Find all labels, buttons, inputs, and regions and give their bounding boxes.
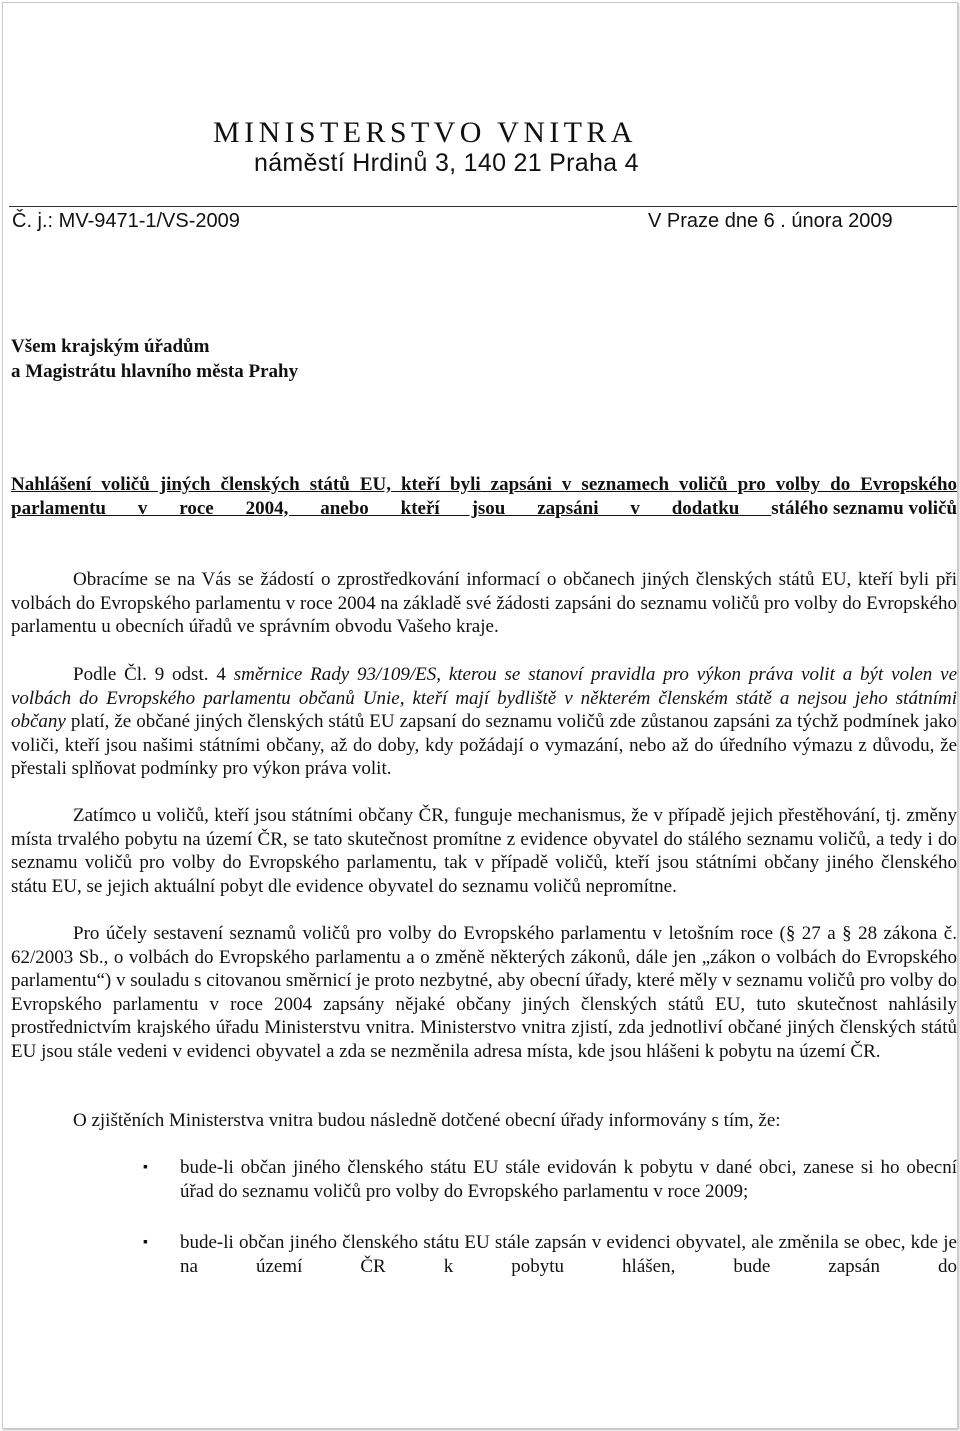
bullet-item-2: bude-li občan jiného členského státu EU stále zapsán v evidenci obyvatel, ale změnila se obec, kde je na území ČR k pobytu hlášen, bude zapsán do [180, 1232, 957, 1277]
reference-number: Č. j.: MV-9471-1/VS-2009 [12, 210, 240, 232]
paragraph-1: Obracíme se na Vás se žádostí o zprostředkování informací o občanech jiných členských států EU, kteří byli při volbách do Evropského parlamentu v roce 2004 na základě své žádosti zapsáni do seznamu voličů pro volby do Evropského parlamentu u obecních úřadů ve správním obvodu Vašeho kraje. [11, 569, 957, 638]
paragraph-5: O zjištěních Ministerstva vnitra budou následně dotčené obecní úřady informovány s tím, že: [73, 1110, 781, 1131]
directive-citation: směrnice Rady 93/109/ES, kterou se stanoví pravidla pro výkon práva volit a být volen ve volbách do Evropského parlamentu občanů Unie, kteří mají bydliště v některém členském státě a nejsou jeho státními občany [11, 664, 958, 733]
paragraph-2-rest: platí, že občané jiných členských států EU zapsaní do seznamu voličů zde zůstanou zapsáni za týchž podmínek jako voliči, kteří jsou našimi státními občany, až do doby, kdy požádají o vymazání, nebo až do úředního výmazu z důvodu, že přestali splňovat podmínky pro výkon práva volit. [11, 711, 957, 780]
header-divider [9, 206, 957, 207]
subject-line-1: Nahlášení voličů jiných členských států EU, kteří byli zapsáni v seznamech voličů pro [11, 474, 766, 495]
paragraph-2 [11, 663, 957, 781]
addressee-line-2: a Magistrátu hlavního města Prahy [11, 361, 299, 382]
subject-line-3: stálého seznamu voličů [771, 497, 958, 519]
bullet-marker-2: ▪ [143, 1235, 148, 1250]
document-date: V Praze dne 6 . února 2009 [648, 210, 893, 232]
document-page [2, 2, 958, 1429]
subject-heading [11, 473, 957, 520]
ministry-address: náměstí Hrdinů 3, 140 21 Praha 4 [254, 149, 639, 177]
ministry-name: MINISTERSTVO VNITRA [213, 116, 637, 149]
subject-line-2: volby do Evropského parlamentu v roce 2004, anebo kteří jsou zapsáni v dodatku [11, 474, 958, 519]
paragraph-3: Zatímco u voličů, kteří jsou státními občany ČR, funguje mechanismus, že v případě jejich přestěhování, tj. změny místa trvalého pobytu na území ČR, se tato skutečnost promítne z evidence obyvatel do stálého seznamu voličů, a tedy i do seznamu voličů pro volby do Evropského parlamentu, tak v případě voličů, kteří jsou státními občany jiného členského státu EU, se jejich aktuální pobyt dle evidence obyvatel do seznamu voličů nepromítne. [11, 805, 957, 897]
bullet-item-1: bude-li občan jiného členského státu EU stále evidován k pobytu v dané obci, zanese si ho obecní úřad do seznamu voličů pro volby do Evropského parlamentu v roce 2009; [180, 1157, 957, 1202]
addressee-line-1: Všem krajským úřadům [11, 336, 210, 357]
paragraph-2-intro: Podle Čl. 9 odst. 4 [73, 664, 234, 685]
paragraph-4: Pro účely sestavení seznamů voličů pro volby do Evropského parlamentu v letošním roce (§ 27 a § 28 zákona č. 62/2003 Sb., o volbách do Evropského parlamentu a o změně některých zákonů, dále jen „zákon o volbách do Evropského parlamentu“) v souladu s citovanou směrnicí je proto nezbytné, aby obecní úřady, které měly v seznamu voličů pro volby do Evropského parlamentu v roce 2004 zapsány nějaké občany jiných členských států EU, tuto skutečnost nahlásily prostřednictvím krajského úřadu Ministerstvu vnitra. Ministerstvo vnitra zjistí, zda jednotliví občané jiných členských států EU jsou stále vedeni v evidenci obyvatel a zda se nezměnila adresa místa, kde jsou hlášeni k pobytu na území ČR. [11, 923, 957, 1062]
bullet-marker-1: ▪ [143, 1160, 148, 1175]
